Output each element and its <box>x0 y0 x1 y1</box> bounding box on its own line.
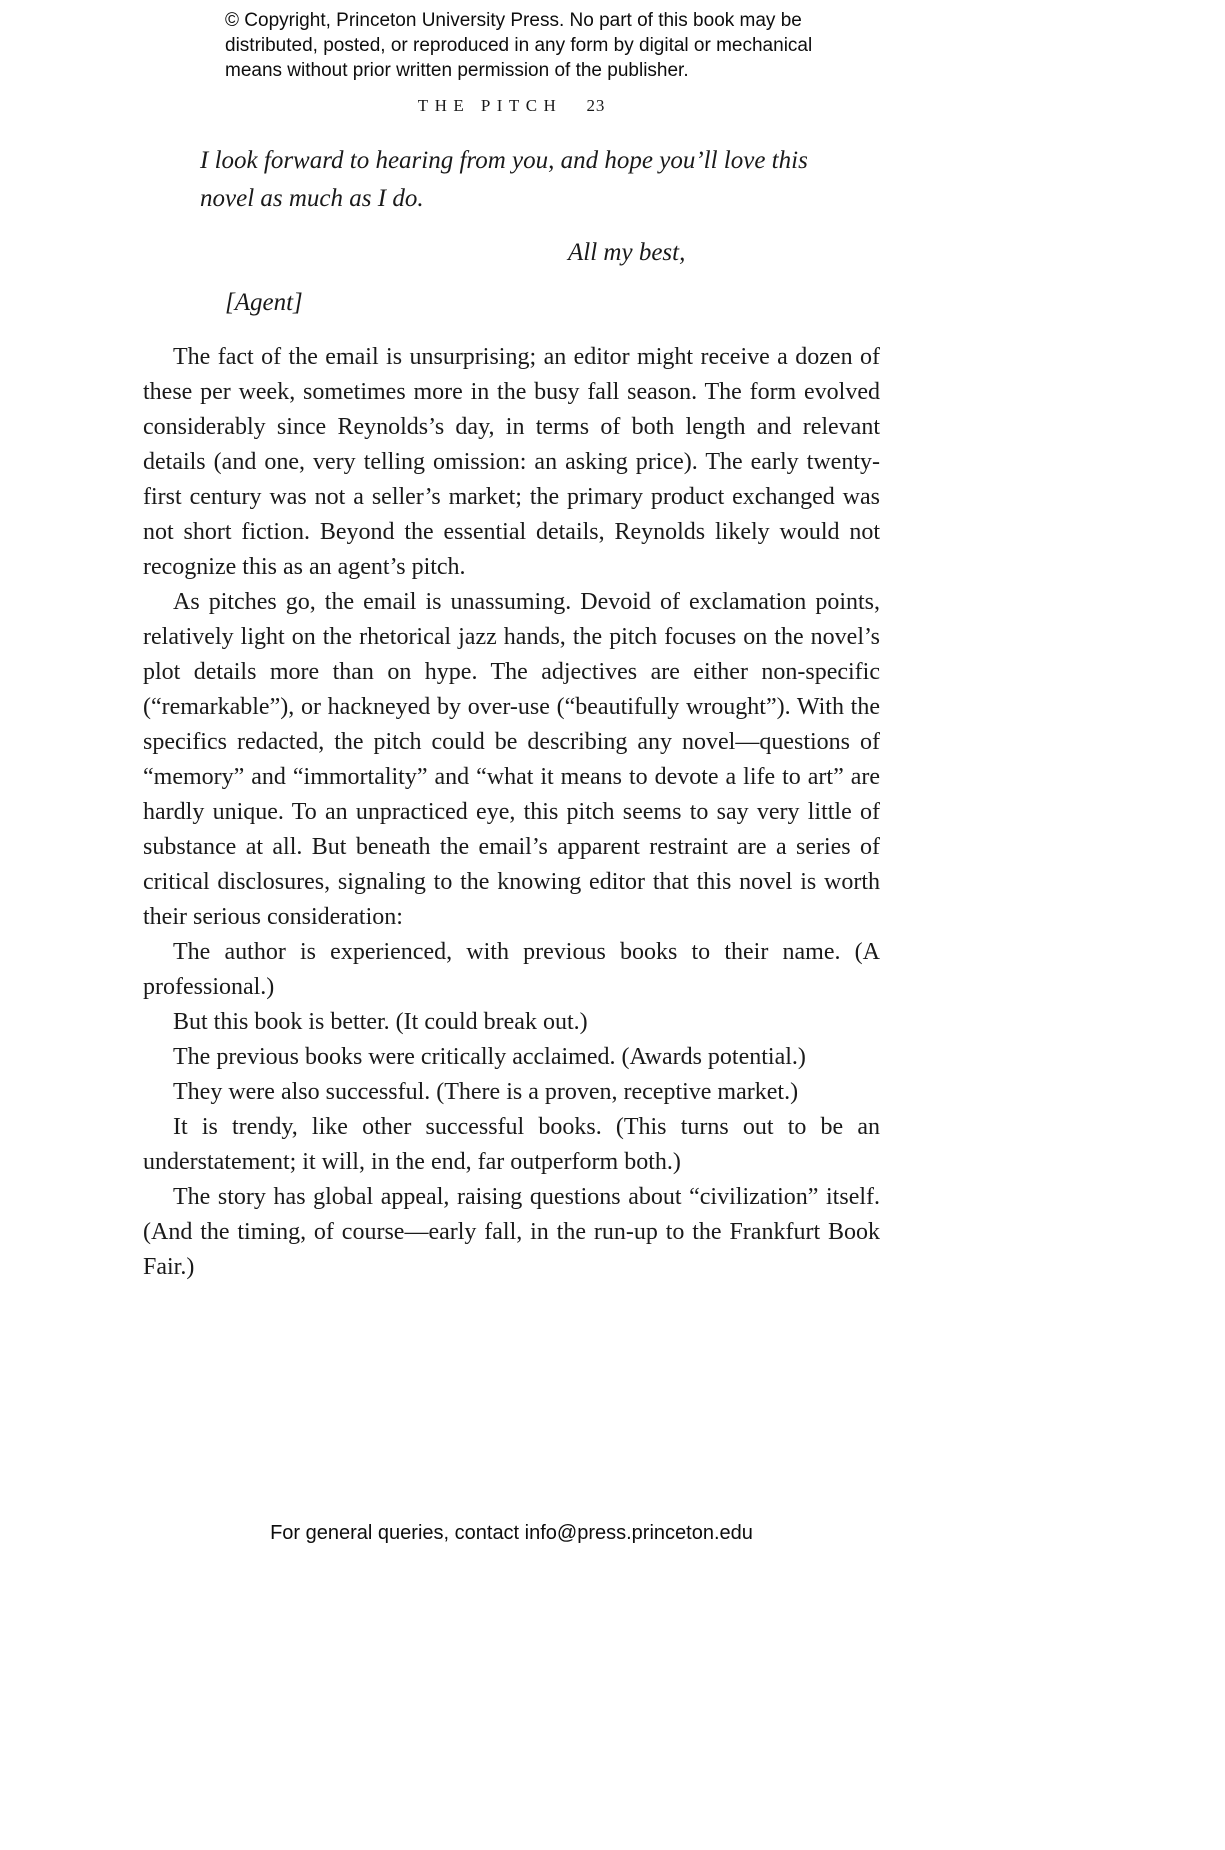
footer-contact: For general queries, contact info@press.princeton.edu <box>270 1522 753 1544</box>
paragraph: The author is experienced, with previous books to their name. (A professional.) <box>143 939 880 1000</box>
paragraph: It is trendy, like other successful books. (This turns out to be an understatement; it will, in the end, far outperform both.) <box>143 1114 880 1175</box>
paragraph: They were also successful. (There is a proven, receptive market.) <box>173 1079 799 1105</box>
letter-quote <box>200 142 820 322</box>
quote-signature: [Agent] <box>225 289 303 316</box>
paragraph: The story has global appeal, raising questions about “civilization” itself. (And the timing, of course—early fall, in the run-up to the Frankfurt Book Fair.) <box>143 1184 880 1280</box>
body-text <box>143 340 880 1285</box>
chapter-title: THE PITCH <box>417 96 563 115</box>
paragraph: But this book is better. (It could break out.) <box>173 1009 588 1035</box>
quote-closing: All my best, <box>568 239 686 266</box>
quote-body: I look forward to hearing from you, and hope you’ll love this novel as much as I do. <box>200 147 808 212</box>
page-number: 23 <box>586 96 606 115</box>
copyright-notice: © Copyright, Princeton University Press. No part of this book may be distributed, posted, or reproduced in any form by digital or mechanical means without prior written permission of the publisher. <box>225 10 813 81</box>
paragraph: As pitches go, the email is unassuming. Devoid of exclamation points, relatively light on the rhetorical jazz hands, the pitch focuses on the novel’s plot details more than on hype. The adjectives are either non-specific (“remarkable”), or hackneyed by over-use (“beautifully wrought”). With the specifics redacted, the pitch could be describing any novel—questions of “memory” and “immortality” and “what it means to devote a life to art” are hardly unique. To an unpracticed eye, this pitch seems to say very little of substance at all. But beneath the email’s apparent restraint are a series of critical disclosures, signaling to the knowing editor that this novel is worth their serious consideration: <box>143 589 880 930</box>
running-head <box>143 96 880 116</box>
paragraph: The previous books were critically acclaimed. (Awards potential.) <box>173 1044 806 1070</box>
paragraph: The fact of the email is unsurprising; an editor might receive a dozen of these per week, sometimes more in the busy fall season. The form evolved considerably since Reynolds’s day, in terms of both length and relevant details (and one, very telling omission: an asking price). The early twenty-first century was not a seller’s market; the primary product exchanged was not short fiction. Beyond the essential details, Reynolds likely would not recognize this as an agent’s pitch. <box>143 344 880 580</box>
